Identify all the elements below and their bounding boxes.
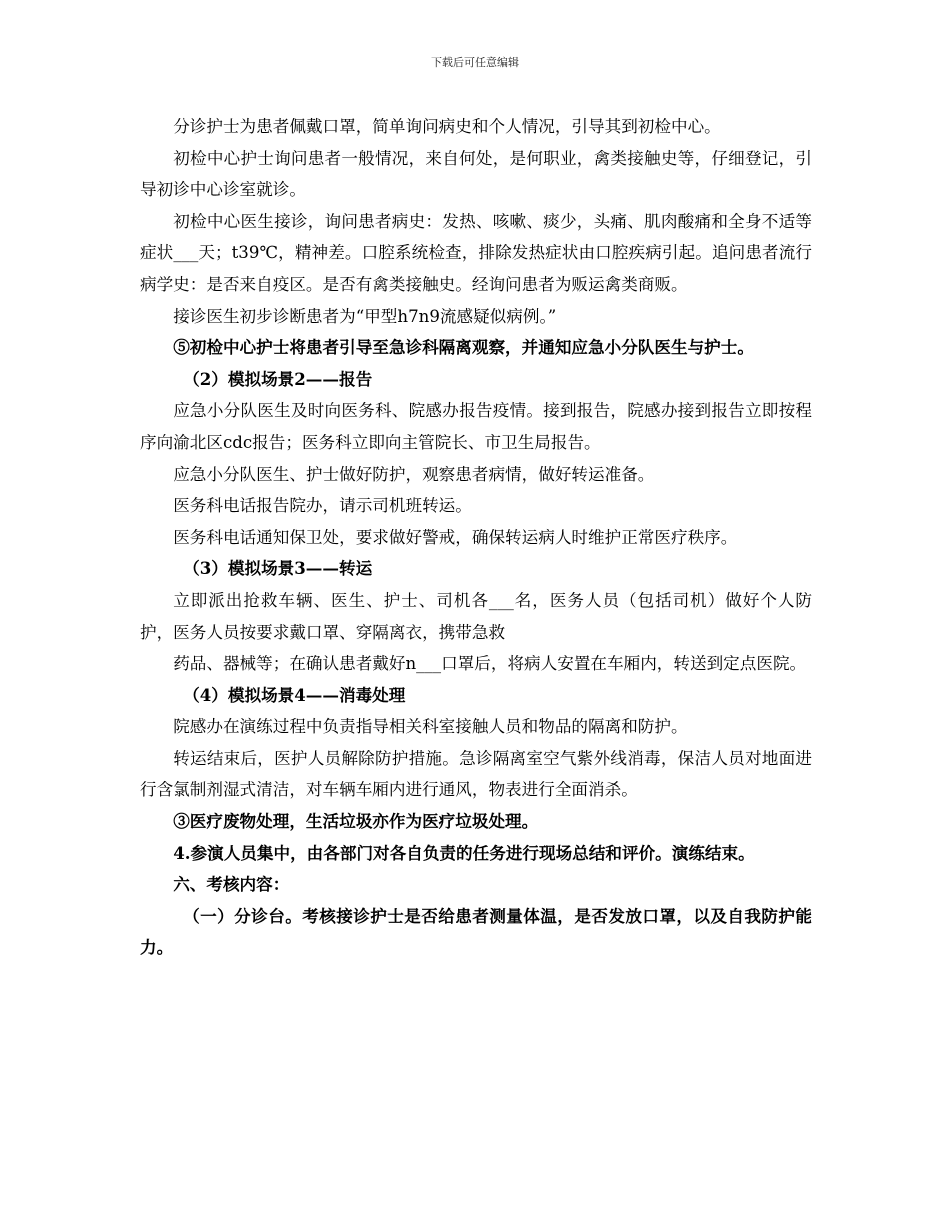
bold-paragraph: （一）分诊台。考核接诊护士是否给患者测量体温，是否发放口罩，以及自我防护能力。 — [140, 905, 812, 958]
paragraph: 初检中心医生接诊，询问患者病史：发热、咳嗽、痰少，头痛、肌肉酸痛和全身不适等症状___天；t39℃，精神差。口腔系统检查，排除发热症状由口腔疾病引起。追问患者流行病学史：是否来自疫区。是否有禽类接触史。经询问患者为贩运禽类商贩。 — [140, 211, 812, 294]
paragraph: 初检中心护士询问患者一般情况，来自何处，是何职业，禽类接触史等，仔细登记，引导初诊中心诊室就诊。 — [140, 148, 812, 200]
paragraph: 应急小分队医生、护士做好防护，观察患者病情，做好转运准备。 — [173, 464, 655, 484]
bold-paragraph: ⑤初检中心护士将患者引导至急诊科隔离观察，并通知应急小分队医生与护士。 — [173, 337, 754, 358]
paragraph: 转运结束后，医护人员解除防护措施。急诊隔离室空气紫外线消毒，保洁人员对地面进行含氯制剂湿式清洁，对车辆车厢内进行通风，物表进行全面消杀。 — [140, 748, 812, 800]
paragraph: 医务科电话通知保卫处，要求做好警戒，确保转运病人时维护正常医疗秩序。 — [173, 527, 738, 547]
paragraph: 药品、器械等；在确认患者戴好n___口罩后，将病人安置在车厢内，转送到定点医院。 — [173, 654, 807, 674]
section-heading: （3）模拟场景3——转运 — [183, 558, 373, 579]
paragraph: 院感办在演练过程中负责指导相关科室接触人员和物品的隔离和防护。 — [173, 717, 688, 737]
paragraph: 应急小分队医生及时向医务科、院感办报告疫情。接到报告，院感办接到报告立即按程序向渝北区cdc报告；医务科立即向主管院长、市卫生局报告。 — [140, 401, 812, 452]
page-header: 下载后可任意编辑 — [431, 56, 519, 69]
section-heading: 六、考核内容： — [173, 874, 290, 895]
paragraph: 医务科电话报告院办，请示司机班转运。 — [173, 496, 472, 516]
paragraph: 接诊医生初步诊断患者为“甲型h7n9流感疑似病例。” — [173, 306, 557, 326]
bold-paragraph: ③医疗废物处理，生活垃圾亦作为医疗垃圾处理。 — [173, 811, 539, 832]
bold-paragraph: 4.参演人员集中，由各部门对各自负责的任务进行现场总结和评价。演练结束。 — [173, 842, 755, 863]
section-heading: （2）模拟场景2——报告 — [183, 368, 373, 389]
paragraph: 分诊护士为患者佩戴口罩，简单询问病史和个人情况，引导其到初检中心。 — [173, 117, 721, 136]
document-body — [140, 111, 812, 964]
paragraph: 立即派出抢救车辆、医生、护士、司机各___名，医务人员（包括司机）做好个人防护，医务人员按要求戴口罩、穿隔离衣，携带急救 — [140, 590, 812, 642]
section-heading: （4）模拟场景4——消毒处理 — [183, 684, 406, 705]
